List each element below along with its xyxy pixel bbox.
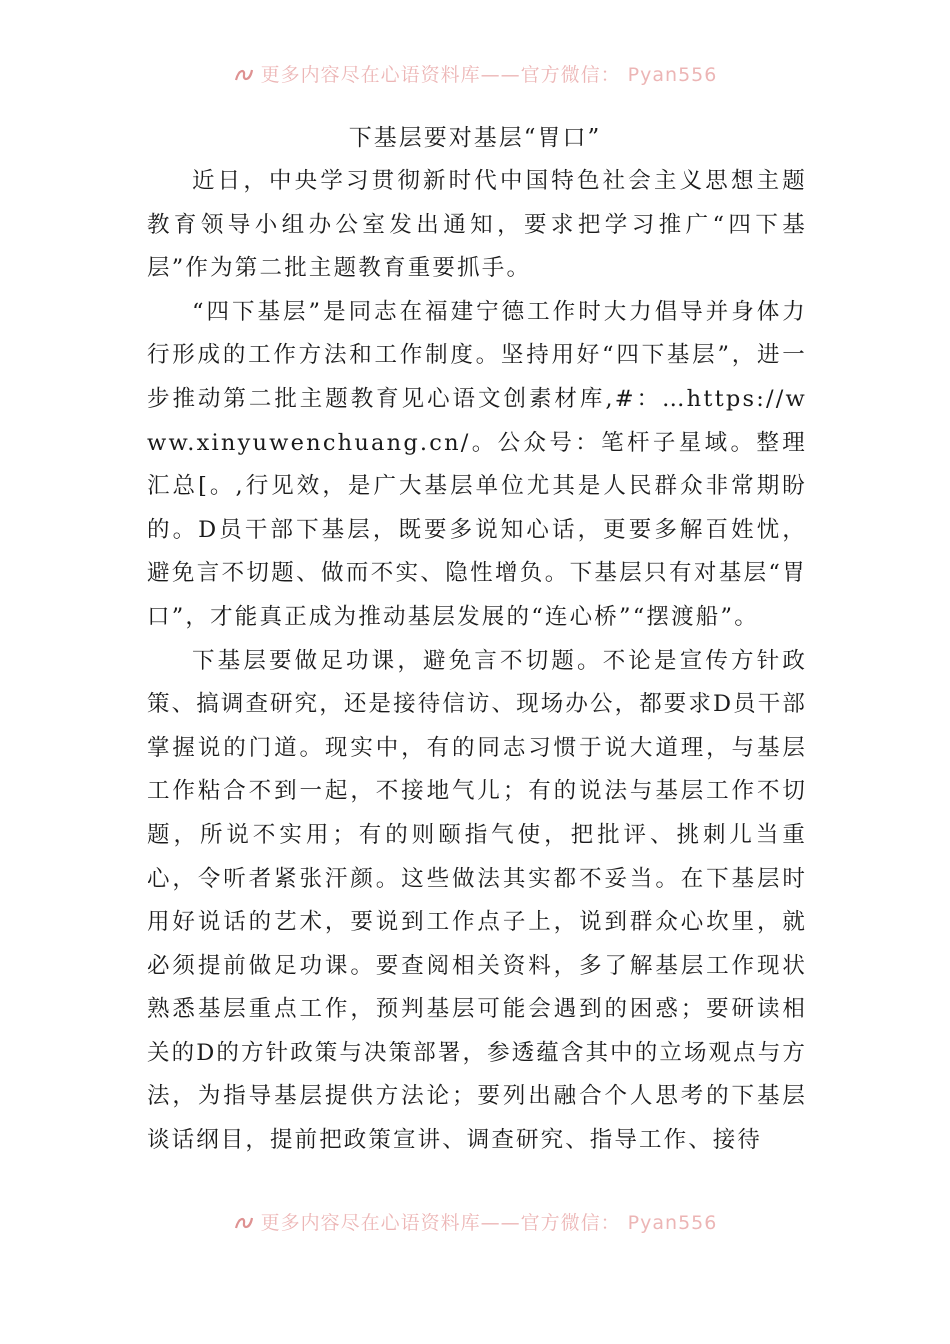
document-title: 下基层要对基层“胃口”	[348, 125, 602, 151]
paragraph-1: 近日，中央学习贯彻新时代中国特色社会主义思想主题教育领导小组办公室发出通知，要求把学习推广“四下基层”作为第二批主题教育重要抓手。	[147, 168, 807, 282]
watermark-logo-icon	[233, 66, 255, 82]
watermark-top	[0, 60, 950, 87]
watermark-text: 更多内容尽在心语资料库——官方微信： Pyan556	[260, 1212, 718, 1234]
watermark-text: 更多内容尽在心语资料库——官方微信： Pyan556	[260, 64, 718, 86]
watermark-logo-icon	[233, 1214, 255, 1230]
paragraph-2: “四下基层”是同志在福建宁德工作时大力倡导并身体力行形成的工作方法和工作制度。坚持用好“四下基层”，进一步推动第二批主题教育见心语文创素材库,#：…https://www.xinyuwenchuang.cn/。公众号：笔杆子星域。整理汇总[。,行见效，是广大基层单位尤其是人民群众非常期盼的。D员干部下基层，既要多说知心话，更要多解百姓忧，避免言不切题、做而不实、隐性增负。下基层只有对基层“胃口”，才能真正成为推动基层发展的“连心桥”“摆渡船”。	[147, 298, 807, 630]
paragraph-3: 下基层要做足功课，避免言不切题。不论是宣传方针政策、搞调查研究，还是接待信访、现场办公，都要求D员干部掌握说的门道。现实中，有的同志习惯于说大道理，与基层工作粘合不到一起，不接地气儿；有的说法与基层工作不切题，所说不实用；有的则颐指气使，把批评、挑刺儿当重心，令听者紧张汗颜。这些做法其实都不妥当。在下基层时用好说话的艺术，要说到工作点子上，说到群众心坎里，就必须提前做足功课。要查阅相关资料，多了解基层工作现状熟悉基层重点工作，预判基层可能会遇到的困惑；要研读相关的D的方针政策与决策部署，参透蕴含其中的立场观点与方法，为指导基层提供方法论；要列出融合个人思考的下基层谈话纲目，提前把政策宣讲、调查研究、指导工作、接待	[147, 647, 807, 1154]
document-body	[147, 160, 807, 1163]
watermark-bottom	[0, 1208, 950, 1235]
